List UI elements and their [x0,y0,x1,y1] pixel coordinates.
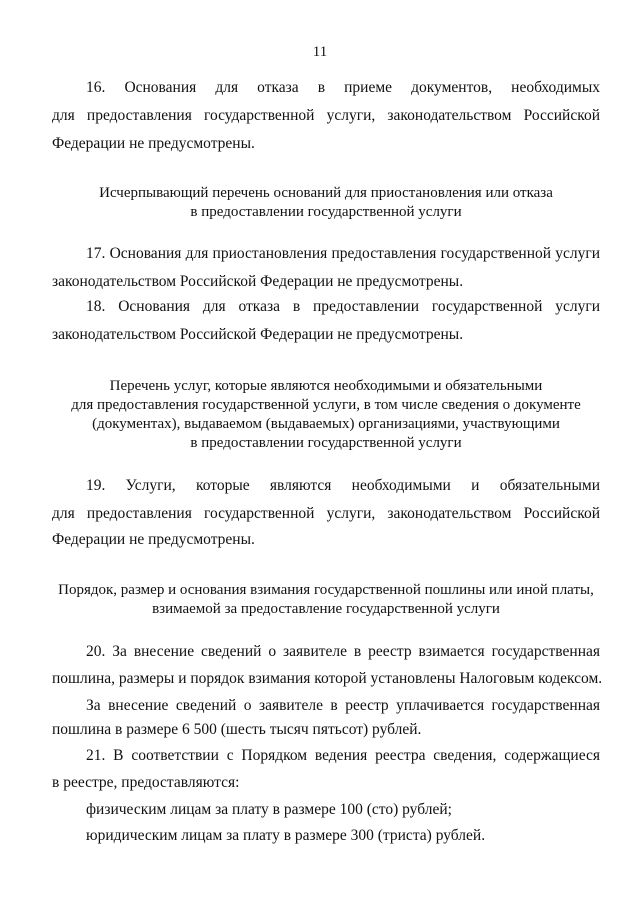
p16-line-2: для предоставления государственной услуги, законодательством Российской [52,107,600,124]
p19-line-3: Федерации не предусмотрены. [52,531,255,548]
p20-line-2: пошлина, размеры и порядок взимания которой установлены Налоговым кодексом. [52,670,603,687]
p20-line-1: 20. За внесение сведений о заявителе в реестр взимается государственная [86,643,600,660]
p18-line-2: законодательством Российской Федерации не предусмотрены. [52,326,464,343]
p21-item-1: физическим лицам за плату в размере 100 (сто) рублей; [86,801,452,818]
heading-2-line-3: (документах), выдаваемом (выдаваемых) организациями, участвующими [92,416,560,432]
heading-1-line-1: Исчерпывающий перечень оснований для приостановления или отказа [99,185,553,201]
p17-line-1: 17. Основания для приостановления предоставления государственной услуги [86,245,600,262]
p20b-line-1: За внесение сведений о заявителе в реестр уплачивается государственная [86,697,600,714]
p18-line-1: 18. Основания для отказа в предоставлении государственной услуги [86,298,600,315]
heading-1-line-2: в предоставлении государственной услуги [190,204,462,220]
heading-3-line-1: Порядок, размер и основания взимания государственной пошлины или иной платы, [58,582,594,598]
p21-line-2: в реестре, предоставляются: [52,774,240,791]
p19-line-1: 19. Услуги, которые являются необходимыми и обязательными [86,477,600,494]
heading-3-line-2: взимаемой за предоставление государственной услуги [152,601,500,617]
heading-2-line-4: в предоставлении государственной услуги [190,435,462,451]
p16-line-3: Федерации не предусмотрены. [52,135,255,152]
p20b-line-2: пошлина в размере 6 500 (шесть тысяч пятьсот) рублей. [52,721,422,738]
p21-line-1: 21. В соответствии с Порядком ведения реестра сведения, содержащиеся [86,747,600,764]
p19-line-2: для предоставления государственной услуги, законодательством Российской [52,505,600,522]
page-number: 11 [312,44,328,60]
heading-2-line-2: для предоставления государственной услуги, в том числе сведения о документе [71,397,581,413]
p16-line-1: 16. Основания для отказа в приеме документов, необходимых [86,79,600,96]
heading-2-line-1: Перечень услуг, которые являются необходимыми и обязательными [109,378,543,394]
p17-line-2: законодательством Российской Федерации не предусмотрены. [52,273,464,290]
p21-item-2: юридическим лицам за плату в размере 300 (триста) рублей. [86,827,486,844]
